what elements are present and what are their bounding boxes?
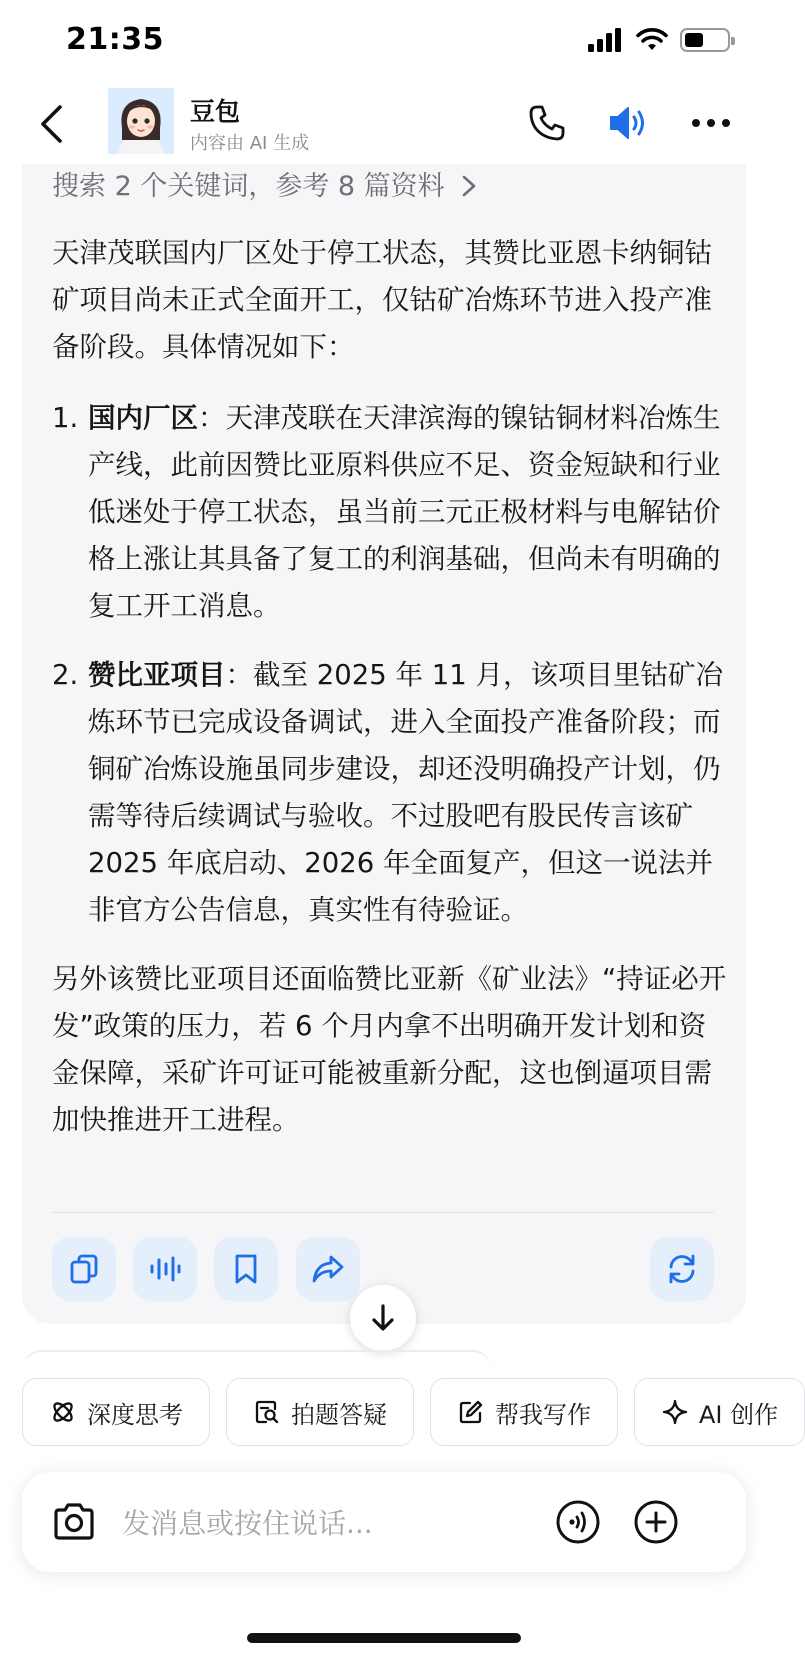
read-aloud-button[interactable] <box>133 1237 197 1301</box>
chat-header <box>0 84 768 164</box>
arrow-down-icon <box>370 1303 396 1333</box>
share-arrow-icon <box>311 1254 345 1284</box>
list-number: 1. <box>52 402 79 434</box>
photo-search-icon <box>253 1398 281 1426</box>
chip-label: AI 创作 <box>699 1400 779 1429</box>
battery-icon <box>680 28 730 52</box>
list-body <box>88 652 728 934</box>
wifi-icon <box>636 28 668 52</box>
list-title: 国内厂区 <box>88 402 198 434</box>
voice-playback-button[interactable] <box>604 98 654 148</box>
copy-icon <box>69 1253 99 1285</box>
list-title: 赞比亚项目 <box>88 659 226 691</box>
back-button[interactable] <box>28 98 74 150</box>
sparkle-icon <box>661 1398 689 1426</box>
home-indicator <box>247 1633 521 1643</box>
refresh-icon <box>665 1252 699 1286</box>
cellular-signal-icon <box>588 28 624 52</box>
message-outro: 另外该赞比亚项目还面临赞比亚新《矿业法》“持证必开发”政策的压力，若 6 个月内拿不出明确开发计划和资金保障，采矿许可证可能被重新分配，这也倒逼项目需加快推进开工进程。 <box>52 963 727 1136</box>
regenerate-button[interactable] <box>650 1237 714 1301</box>
bot-avatar-icon <box>108 88 174 154</box>
search-reference-text: 搜索 2 个关键词，参考 8 篇资料 <box>52 171 445 202</box>
message-content <box>52 230 728 1168</box>
camera-icon <box>50 1498 98 1546</box>
message-intro: 天津茂联国内厂区处于停工状态，其赞比亚恩卡纳铜钴矿项目尚未正式全面开工，仅钴矿冶炼环节进入投产准备阶段。具体情况如下： <box>52 237 712 363</box>
list-item <box>52 652 728 934</box>
copy-button[interactable] <box>52 1237 116 1301</box>
phone-icon <box>528 104 566 142</box>
list-text: ：天津茂联在天津滨海的镍钴铜材料冶炼生产线，此前因赞比亚原料供应不足、资金短缺和行业低迷处于停工状态，虽当前三元正极材料与电解钴价格上涨让其具备了复工的利润基础，但尚未有明确的复工开工消息。 <box>88 402 721 622</box>
list-text: ：截至 2025 年 11 月，该项目里钴矿冶炼环节已完成设备调试，进入全面投产准备阶段；而铜矿冶炼设施虽同步建设，却还没明确投产计划，仍需等待后续调试与验收。不过股吧有股民传言该矿 2025 年底启动、2026 年全面复产，但这一说法并非官方公告信息，真实性有待验证。 <box>88 659 723 926</box>
chip-label: 拍题答疑 <box>291 1400 387 1429</box>
message-list <box>52 395 728 934</box>
message-divider <box>52 1212 714 1213</box>
bookmark-button[interactable] <box>214 1237 278 1301</box>
chip-label: 深度思考 <box>87 1400 183 1429</box>
ai-create-button[interactable] <box>634 1378 805 1446</box>
message-input-bar <box>22 1472 746 1572</box>
status-icons <box>588 28 730 52</box>
chip-label: 帮我写作 <box>495 1400 591 1429</box>
call-button[interactable] <box>522 98 572 148</box>
chevron-right-icon <box>461 174 477 198</box>
chevron-left-icon <box>37 104 65 144</box>
quick-actions-bar <box>22 1378 779 1448</box>
atom-icon <box>49 1398 77 1426</box>
photo-question-button[interactable] <box>226 1378 414 1446</box>
status-bar <box>0 0 768 84</box>
ai-generated-label: 内容由 AI 生成 <box>190 133 310 154</box>
status-time: 21:35 <box>66 22 164 57</box>
sound-wave-icon <box>149 1256 181 1282</box>
share-button[interactable] <box>296 1237 360 1301</box>
edit-icon <box>457 1398 485 1426</box>
message-input[interactable] <box>122 1500 562 1546</box>
bot-name: 豆包 <box>190 97 241 126</box>
more-button[interactable] <box>686 98 736 148</box>
more-dots-icon <box>691 118 731 128</box>
add-attachment-button[interactable] <box>630 1496 682 1548</box>
deep-think-button[interactable] <box>22 1378 210 1446</box>
plus-circle-icon <box>632 1498 680 1546</box>
scroll-to-bottom-button[interactable] <box>350 1285 416 1351</box>
search-reference-link[interactable] <box>52 164 477 203</box>
voice-wave-icon <box>554 1498 602 1546</box>
camera-button[interactable] <box>50 1498 98 1546</box>
avatar[interactable] <box>108 88 174 154</box>
list-item <box>52 395 728 630</box>
list-number: 2. <box>52 659 79 691</box>
voice-call-button[interactable] <box>552 1496 604 1548</box>
next-card-peek <box>22 1350 492 1370</box>
speaker-icon <box>608 104 650 142</box>
list-body <box>88 395 728 630</box>
bookmark-icon <box>233 1253 259 1285</box>
writing-assist-button[interactable] <box>430 1378 618 1446</box>
